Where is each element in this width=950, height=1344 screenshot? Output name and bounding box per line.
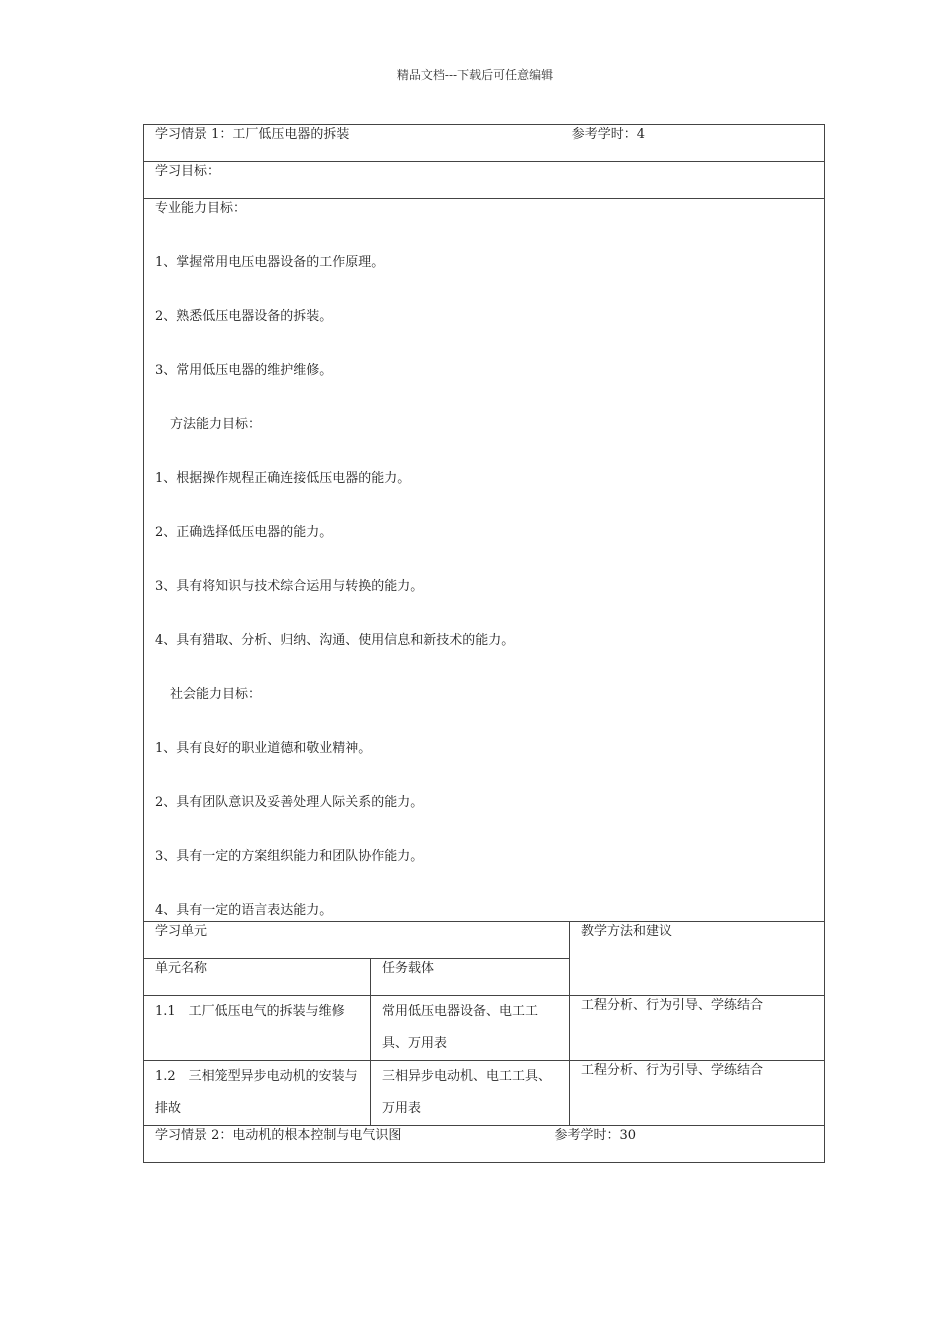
goal-line: 专业能力目标： bbox=[155, 201, 247, 216]
situation1-hours: 参考学时：4 bbox=[571, 127, 646, 142]
unit-method: 工程分析、行为引导、学练结合 bbox=[581, 998, 764, 1013]
goal-line: 2、熟悉低压电器设备的拆装。 bbox=[155, 309, 333, 324]
goal-line: 4、具有一定的语言表达能力。 bbox=[155, 903, 333, 918]
col-task-carrier: 任务载体 bbox=[371, 959, 570, 996]
goals-label-row bbox=[144, 162, 825, 199]
page-header: 精品文档---下载后可任意编辑 bbox=[396, 68, 554, 82]
goal-line: 4、具有猎取、分析、归纳、沟通、使用信息和新技术的能力。 bbox=[155, 633, 515, 648]
situation1-row bbox=[144, 125, 825, 162]
units-header: 学习单元 bbox=[144, 922, 570, 959]
goal-line: 3、具有将知识与技术综合运用与转换的能力。 bbox=[155, 579, 424, 594]
goal-line: 3、具有一定的方案组织能力和团队协作能力。 bbox=[155, 849, 424, 864]
goal-line: 社会能力目标： bbox=[170, 687, 262, 702]
unit-carrier: 常用低压电器设备、电工工具、万用表 bbox=[382, 1004, 539, 1051]
goal-line: 2、具有团队意识及妥善处理人际关系的能力。 bbox=[155, 795, 424, 810]
goals-label: 学习目标： bbox=[144, 162, 825, 199]
unit-method: 工程分析、行为引导、学练结合 bbox=[581, 1063, 764, 1078]
unit-row bbox=[144, 996, 825, 1061]
situation2-row bbox=[144, 1126, 825, 1163]
goals-body-row bbox=[144, 199, 825, 922]
situation2-title: 学习情景 2：电动机的根本控制与电气识图 bbox=[155, 1128, 402, 1143]
units-header-row bbox=[144, 922, 825, 959]
situation1-title: 学习情景 1：工厂低压电器的拆装 bbox=[155, 127, 350, 142]
goal-line: 1、掌握常用电压电器设备的工作原理。 bbox=[155, 255, 385, 270]
goal-line: 3、常用低压电器的维护维修。 bbox=[155, 363, 333, 378]
unit-row bbox=[144, 1061, 825, 1126]
method-header: 教学方法和建议 bbox=[570, 922, 825, 996]
unit-name: 1.2 三相笼型异步电动机的安装与排故 bbox=[155, 1069, 358, 1116]
unit-name: 1.1 工厂低压电气的拆装与维修 bbox=[155, 1004, 345, 1019]
situation2-hours: 参考学时：30 bbox=[554, 1128, 637, 1143]
unit-carrier: 三相异步电动机、电工工具、万用表 bbox=[382, 1069, 552, 1116]
goal-line: 1、根据操作规程正确连接低压电器的能力。 bbox=[155, 471, 411, 486]
course-table bbox=[143, 124, 825, 1163]
goal-line: 方法能力目标： bbox=[170, 417, 262, 432]
col-unit-name: 单元名称 bbox=[144, 959, 371, 996]
goal-line: 2、正确选择低压电器的能力。 bbox=[155, 525, 333, 540]
goal-line: 1、具有良好的职业道德和敬业精神。 bbox=[155, 741, 372, 756]
